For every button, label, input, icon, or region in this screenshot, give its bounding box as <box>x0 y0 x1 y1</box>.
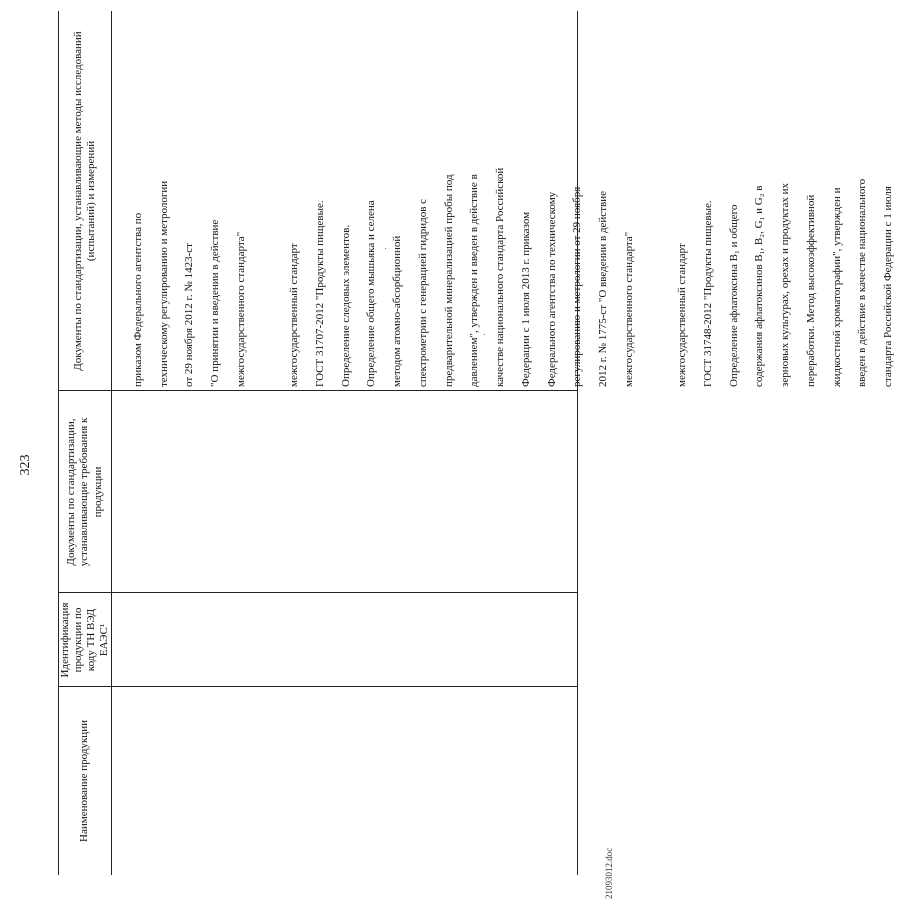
entry-line: ГОСТ 31748-2012 "Продукты пищевые. <box>701 200 714 387</box>
entry-line: межгосударственного стандарта" <box>234 231 247 387</box>
column-divider <box>59 390 577 391</box>
standard-entry <box>275 15 648 387</box>
entry-line: Федерации с 1 июля 2013 г. приказом <box>519 211 532 387</box>
entry-line: межгосударственный стандарт <box>676 243 689 387</box>
entry-line: регулированию и метрологии от 29 ноября <box>571 186 584 387</box>
column-divider <box>59 686 577 687</box>
entry-line: от 29 ноября 2012 г. № 1423-ст <box>183 243 196 387</box>
entry-line: переработки. Метод высокоэффективной <box>804 194 817 387</box>
entry-line: спектрометрии с генерацией гидридов с <box>416 198 429 387</box>
entry-line: давлением", утвержден и введен в действие в <box>468 174 481 387</box>
entry-line: 2012 г. № 1775-ст "О введении в действие <box>596 191 609 387</box>
standard-entry <box>663 15 907 387</box>
entry-line: приказом Федерального агентства по <box>131 212 144 387</box>
header-standards-methods: Документы по стандартизации, устанавливающие методы исследований (испытаний) и измерений <box>71 31 97 371</box>
entry-line: содержания афлатоксинов B₁, B₂, G₁ и G₂ в <box>753 185 766 387</box>
entry-line: Определение афлатоксина B₁ и общего <box>727 204 740 387</box>
entry-line: качестве национального стандарта Российской <box>494 167 507 387</box>
footer-file-code: 21093012.doc <box>604 847 614 899</box>
scan-speck <box>385 248 386 249</box>
header-product-name: Наименование продукции <box>78 720 91 842</box>
entry-line: ГОСТ 31707-2012 "Продукты пищевые. <box>314 200 327 387</box>
entry-line: "О принятии и введении в действие <box>209 219 222 387</box>
standards-methods-cell <box>119 15 923 387</box>
entry-line: Определение общего мышьяка и селена <box>365 200 378 387</box>
entry-line: предварительной минерализацией пробы под <box>442 174 455 387</box>
page-number: 323 <box>18 454 33 476</box>
entry-line: введен в действие в качестве национального <box>856 178 869 387</box>
header-identification: Идентификация продукции по коду ТН ВЭД ЕАЭС¹ <box>58 602 111 678</box>
entry-line: методом атомно-абсорбционной <box>391 235 404 387</box>
column-divider <box>59 592 577 593</box>
entry-line: зерновых культурах, орехах и продуктах их <box>779 183 792 387</box>
entry-line: межгосударственный стандарт <box>288 243 301 387</box>
entry-line: стандарта Российской Федерации с 1 июля <box>881 186 894 387</box>
entry-line: жидкостной хроматографии", утвержден и <box>830 187 843 387</box>
entry-line: техническому регулированию и метрологии <box>157 180 170 387</box>
entry-line: Определение следовых элементов. <box>339 224 352 387</box>
entry-line: межгосударственного стандарта" <box>622 231 635 387</box>
standard-entry <box>119 15 260 387</box>
header-standards-requirements: Документы по стандартизации, устанавливающие требования к продукции <box>65 417 104 567</box>
table-header-row <box>59 11 112 875</box>
entry-line: Федерального агентства по техническому <box>545 191 558 387</box>
scan-speck <box>484 334 485 335</box>
